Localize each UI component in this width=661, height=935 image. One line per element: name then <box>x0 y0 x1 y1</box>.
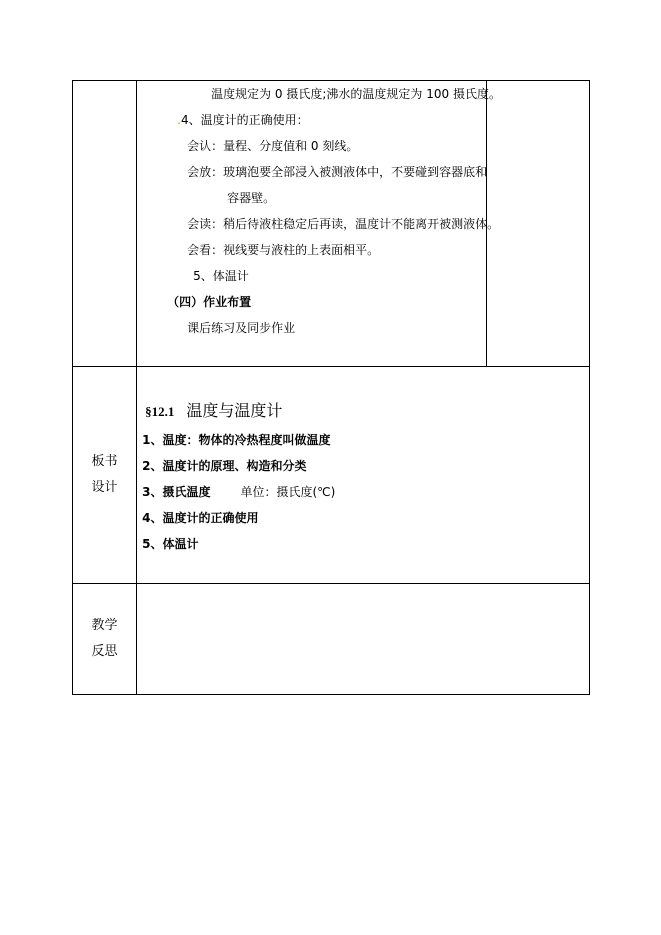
process-line-clinical-thermometer: 5、体温计 <box>193 269 249 283</box>
process-line-mark: . <box>177 113 181 127</box>
reflection-content-cell <box>137 584 590 695</box>
board-item-2: 2、温度计的原理、构造和分类 <box>142 459 307 473</box>
process-line-boiling-point: 温度规定为 0 摄氏度;沸水的温度规定为 100 摄氏度。 <box>211 87 501 101</box>
process-line-correct-use <box>137 107 486 133</box>
board-item-5: 5、体温计 <box>142 537 199 551</box>
board-label-line1: 板书 <box>91 454 118 469</box>
teaching-reflection-row <box>73 584 590 695</box>
process-line-read: 会读：稍后待液柱稳定后再读，温度计不能离开被测液体。 <box>187 217 500 231</box>
board-title <box>137 397 589 427</box>
section-number: §12.1 <box>145 404 175 419</box>
process-side-cell <box>486 81 589 367</box>
process-label-cell <box>73 81 137 367</box>
board-item-1: 1、温度：物体的冷热程度叫做温度 <box>142 433 331 447</box>
process-content-cell <box>137 81 501 367</box>
board-label-cell <box>73 367 137 584</box>
board-label-line2: 设计 <box>91 480 118 495</box>
board-content-cell <box>137 367 590 584</box>
board-design-row <box>73 367 590 584</box>
board-item-4: 4、温度计的正确使用 <box>142 511 259 525</box>
reflection-label-line1: 教学 <box>91 618 118 633</box>
homework-text: 课后练习及同步作业 <box>187 321 296 335</box>
reflection-label-line2: 反思 <box>91 644 118 659</box>
process-line-correct-use-text: 4、温度计的正确使用： <box>180 113 309 127</box>
homework-heading: （四）作业布置 <box>167 295 252 309</box>
board-item-3 <box>137 479 589 505</box>
reflection-label-cell <box>73 584 137 695</box>
process-line-place-cont: 容器壁。 <box>227 191 276 205</box>
board-item-3-text: 3、摄氏温度 <box>142 485 211 499</box>
board-title-text: 温度与温度计 <box>186 401 283 420</box>
teaching-process-row <box>73 81 590 367</box>
lesson-plan-table <box>72 80 590 695</box>
process-line-recognize: 会认：量程、分度值和 0 刻线。 <box>187 139 359 153</box>
process-line-place: 会放：玻璃泡要全部浸入被测液体中，不要碰到容器底和 <box>187 165 488 179</box>
process-line-look: 会看：视线要与液柱的上表面相平。 <box>187 243 380 257</box>
board-item-3-unit: 单位：摄氏度(℃) <box>240 485 336 499</box>
